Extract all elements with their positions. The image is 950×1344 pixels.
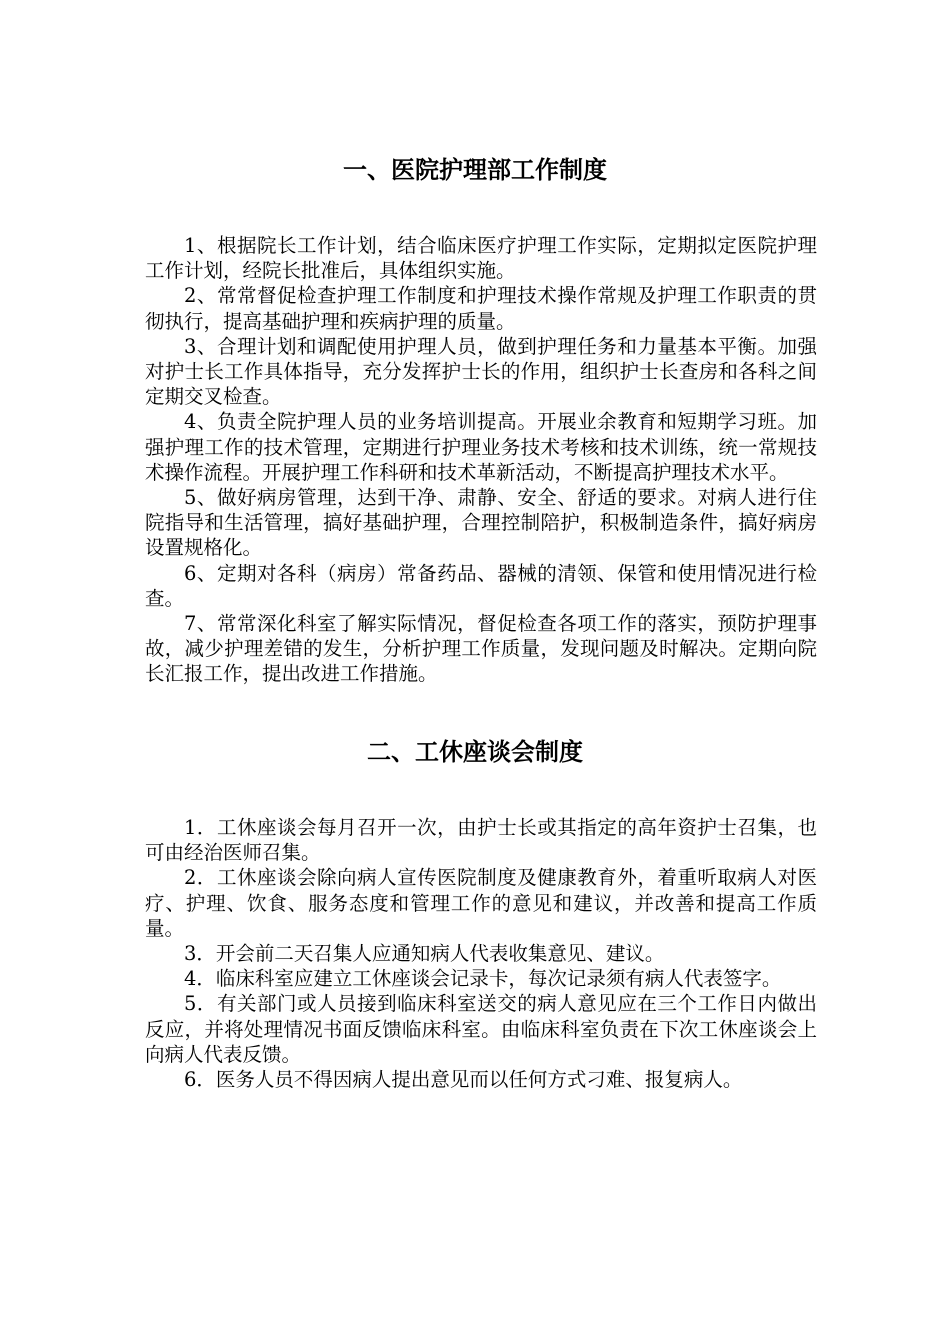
paragraph: 5、做好病房管理，达到干净、肃静、安全、舒适的要求。对病人进行住院指导和生活管理，搞好基础护理，合理控制陪护，积极制造条件，搞好病房设置规格化。 — [145, 486, 817, 560]
paragraph: 3．开会前二天召集人应通知病人代表收集意见、建议。 — [184, 942, 665, 966]
paragraph: 5．有关部门或人员接到临床科室送交的病人意见应在三个工作日内做出反应，并将处理情况书面反馈临床科室。由临床科室负责在下次工休座谈会上向病人代表反馈。 — [145, 992, 817, 1066]
paragraph: 1、根据院长工作计划，结合临床医疗护理工作实际，定期拟定医院护理工作计划，经院长批准后，具体组织实施。 — [145, 234, 817, 283]
section-title-nursing-dept: 一、医院护理部工作制度 — [343, 156, 607, 184]
paragraph: 4、负责全院护理人员的业务培训提高。开展业余教育和短期学习班。加强护理工作的技术管理，定期进行护理业务技术考核和技术训练，统一常规技术操作流程。开展护理工作科研和技术革新活动，不断提高护理技术水平。 — [145, 410, 817, 484]
paragraph: 2．工休座谈会除向病人宣传医院制度及健康教育外，着重听取病人对医疗、护理、饮食、服务态度和管理工作的意见和建议，并改善和提高工作质量。 — [145, 866, 817, 940]
section-body-patient-forum — [145, 815, 817, 1092]
section-title-patient-forum: 二、工休座谈会制度 — [367, 738, 583, 766]
paragraph: 4．临床科室应建立工休座谈会记录卡，每次记录须有病人代表签字。 — [184, 967, 782, 991]
paragraph: 7、常常深化科室了解实际情况，督促检查各项工作的落实，预防护理事故，减少护理差错的发生，分析护理工作质量，发现问题及时解决。定期向院长汇报工作，提出改进工作措施。 — [145, 612, 817, 686]
paragraph: 3、合理计划和调配使用护理人员，做到护理任务和力量基本平衡。加强对护士长工作具体指导，充分发挥护士长的作用，组织护士长查房和各科之间定期交叉检查。 — [145, 334, 817, 409]
paragraph: 6．医务人员不得因病人提出意见而以任何方式刁难、报复病人。 — [184, 1068, 743, 1092]
section-body-nursing-dept — [145, 233, 817, 687]
paragraph: 6、定期对各科（病房）常备药品、器械的清领、保管和使用情况进行检查。 — [145, 561, 817, 610]
paragraph: 1．工休座谈会每月召开一次，由护士长或其指定的高年资护士召集，也可由经治医师召集。 — [145, 816, 817, 865]
paragraph: 2、常常督促检查护理工作制度和护理技术操作常规及护理工作职责的贯彻执行，提高基础护理和疾病护理的质量。 — [145, 284, 817, 333]
